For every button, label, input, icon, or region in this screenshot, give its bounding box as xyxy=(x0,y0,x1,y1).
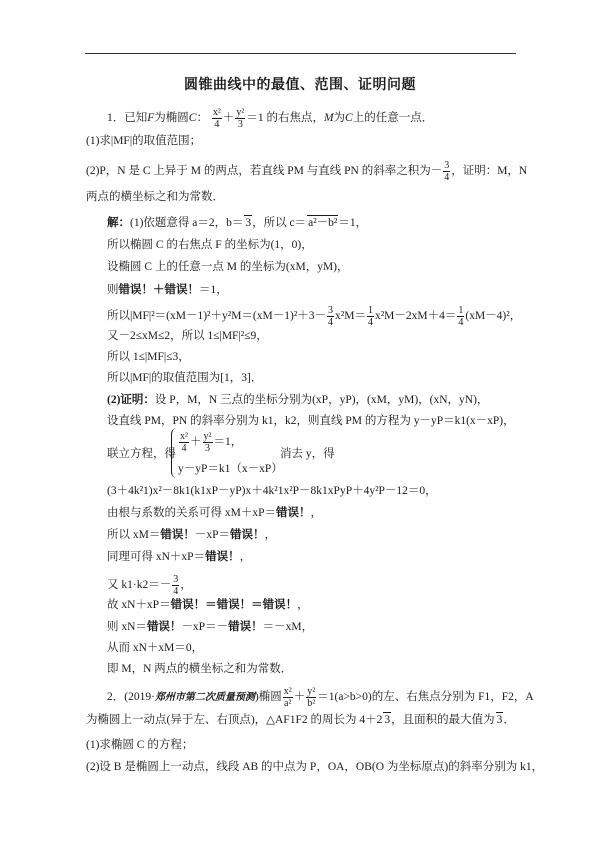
problem-2-statement-line-2: 为椭圆上一动点(异于左、右顶点)，△AF1F2 的周长为 4＋2 3，且面积的最大值为 3． xyxy=(86,714,515,726)
solution-line-1: 解：(1)依题意得 a＝2，b＝ 3，所以 c＝ a²－b²＝1， xyxy=(107,217,368,229)
solution-line-5: 所以|MF|²＝(xM－1)²＋y²M＝(xM－1)²＋3－ $\frac{3}{4}$ x²M＝ $\frac{1}{4}$ x²M－2xM＋4＝ $\frac{1}{4}$ (xM－4)²， xyxy=(107,305,522,328)
problem-1-question-2-line-1: (2)P，N 是 C 上异于 M 的两点，若直线 PM 与直线 PN 的斜率之积为－ $\frac{3}{4}$ ，证明：M，N xyxy=(86,160,528,183)
proof-line-5: 所以 xM＝错误！－xP＝错误！， xyxy=(107,529,277,541)
fraction: $\frac{\text{x²}}{4}$ xyxy=(212,107,221,130)
fraction: $\frac{3}{4}$ xyxy=(444,160,450,183)
header-rule xyxy=(85,53,516,54)
problem-1-question-1: (1)求|MF|的取值范围； xyxy=(86,135,202,147)
solution-line-7: 所以 1≤|MF|≤3， xyxy=(107,351,190,363)
solution-line-3: 设椭圆 C 上的任意一点 M 的坐标为(xM，yM)， xyxy=(107,261,349,273)
proof-line-1: (2)证明：设 P，M，N 三点的坐标分别为(xP，yP)，(xM，yM)，(xN，yN)， xyxy=(107,394,489,406)
system-prefix: 联立方程，得 xyxy=(107,448,176,460)
proof-line-4: 由根与系数的关系可得 xM＋xP＝错误！， xyxy=(107,507,322,519)
system-equation-2: y－yP＝k1（x－xP） xyxy=(178,463,283,475)
proof-line-3: (3＋4k²1)x²－8k1(k1xP－yP)x＋4k²1x²P－8k1xPyP＋4y²P－12＝0， xyxy=(107,485,437,497)
fraction: $\frac{\text{y²}}{3}$ xyxy=(236,107,245,130)
proof-line-9: 则 xN＝错误！－xP＝－错误！＝－xM， xyxy=(107,621,314,633)
problem-2-statement-line-1: 2．(2019·郑州市第二次质量预测)椭圆 $\frac{\text{x²}}{\text{a²}}$ ＋ $\frac{\text{y²}}{\text{b²}}$ ＝1(a>b>0)的左、右焦点分别为 F1，F2，A xyxy=(107,686,534,709)
proof-line-11: 即 M，N 两点的横坐标之和为常数． xyxy=(107,663,293,675)
problem-2-question-2: (2)设 B 是椭圆上一动点，线段 AB 的中点为 P，OA，OB(O 为坐标原点)的斜率分别为 k1， xyxy=(86,761,544,773)
system-suffix: 消去 y，得 xyxy=(280,448,335,460)
system-equation-1: $\frac{\text{x²}}{4}$ ＋ $\frac{\text{y²}}{3}$ ＝1， xyxy=(180,431,243,454)
solution-line-8: 所以|MF|的取值范围为[1，3]． xyxy=(107,372,263,384)
proof-line-7: 又 k1·k2＝－ $\frac{3}{4}$ ， xyxy=(107,574,192,597)
problem-2-question-1: (1)求椭圆 C 的方程； xyxy=(86,739,194,751)
problem-1-question-2-line-2: 两点的横坐标之和为常数． xyxy=(86,191,224,203)
solution-line-6: 又－2≤xM≤2，所以 1≤|MF|²≤9， xyxy=(107,330,268,342)
proof-line-2: 设直线 PM，PN 的斜率分别为 k1，k2，则直线 PM 的方程为 y－yP＝k1(x－xP)， xyxy=(107,415,515,427)
proof-line-6: 同理可得 xN＋xP＝错误！， xyxy=(107,551,252,563)
page-title: 圆锥曲线中的最值、范围、证明问题 xyxy=(184,77,416,93)
solution-line-2: 所以椭圆 C 的右焦点 F 的坐标为(1，0)， xyxy=(107,239,313,251)
proof-line-10: 从而 xN＋xM＝0， xyxy=(107,642,204,654)
proof-line-8: 故 xN＋xP＝错误！＝错误！＝错误！， xyxy=(107,599,309,611)
system-brace xyxy=(171,428,178,478)
problem-1-statement: 1．已知F为椭圆C： $\frac{\text{x²}}{4}$ ＋ $\frac{\text{y²}}{3}$ ＝1 的右焦点，M为C上的任意一点． xyxy=(107,107,434,130)
solution-line-4: 则错误！＋错误！＝1， xyxy=(107,284,228,296)
